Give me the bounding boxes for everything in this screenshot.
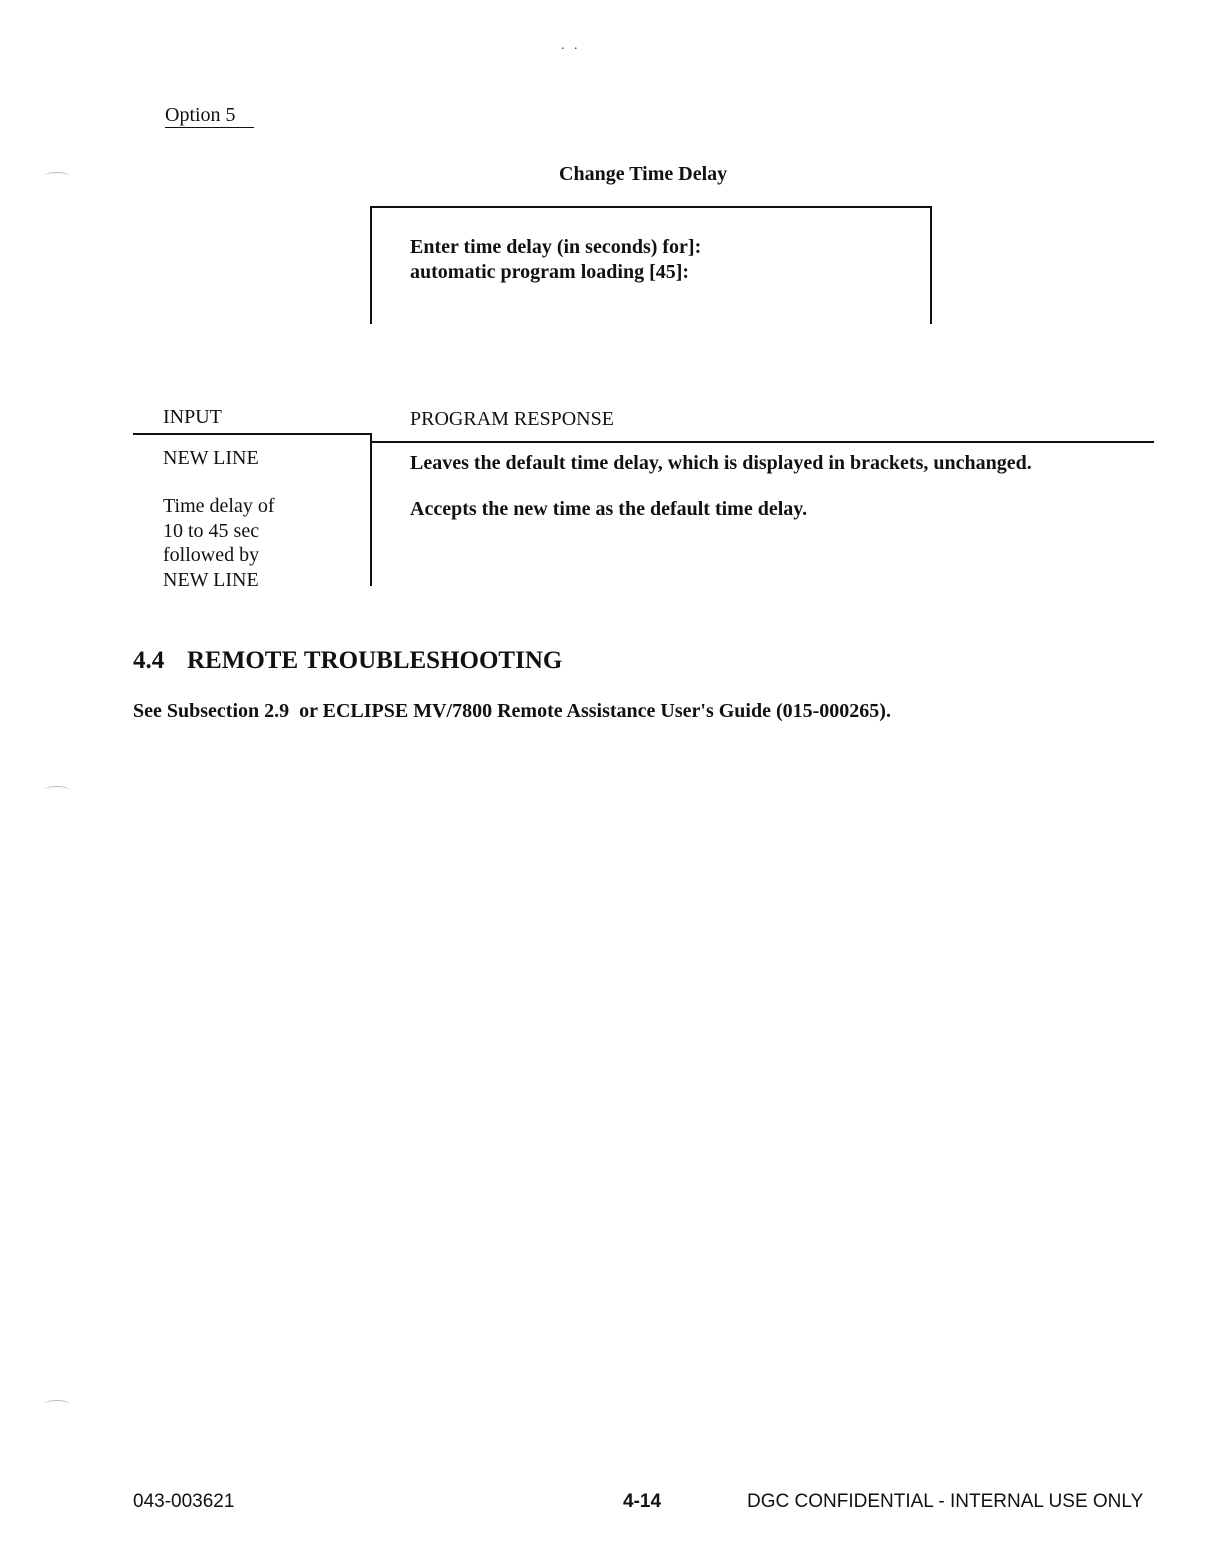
footer-doc-number: 043-003621 <box>133 1491 235 1512</box>
header-rule <box>370 441 1154 443</box>
section-title: REMOTE TROUBLESHOOTING <box>187 647 563 674</box>
footer-classification: DGC CONFIDENTIAL - INTERNAL USE ONLY <box>747 1491 1144 1512</box>
table-row-response: Accepts the new time as the default time delay. <box>410 498 808 520</box>
section-body: See Subsection 2.9 or ECLIPSE MV/7800 Remote Assistance User's Guide (015-000265). <box>133 700 891 722</box>
table-row-input: Time delay of 10 to 45 sec followed by NEW LINE <box>163 495 275 591</box>
section-heading <box>133 647 562 675</box>
table-header-input: INPUT <box>163 406 222 428</box>
top-scan-mark: . . <box>561 38 581 53</box>
punch-hole-mark <box>44 1400 70 1409</box>
table-row-response: Leaves the default time delay, which is displayed in brackets, unchanged. <box>410 452 1032 474</box>
footer-page-number: 4-14 <box>623 1491 662 1512</box>
screen-prompt-line: automatic program loading [45]: <box>410 261 690 283</box>
punch-hole-mark <box>44 172 70 181</box>
section-number: 4.4 <box>133 647 165 674</box>
punch-hole-mark <box>44 786 70 795</box>
screen-title: Change Time Delay <box>559 163 728 185</box>
option-label: Option 5 <box>165 103 254 128</box>
table-row-input: NEW LINE <box>163 447 259 469</box>
header-rule <box>133 433 371 435</box>
column-divider <box>370 433 372 586</box>
table-header-response: PROGRAM RESPONSE <box>410 408 614 430</box>
screen-prompt-line: Enter time delay (in seconds) for]: <box>410 236 702 258</box>
